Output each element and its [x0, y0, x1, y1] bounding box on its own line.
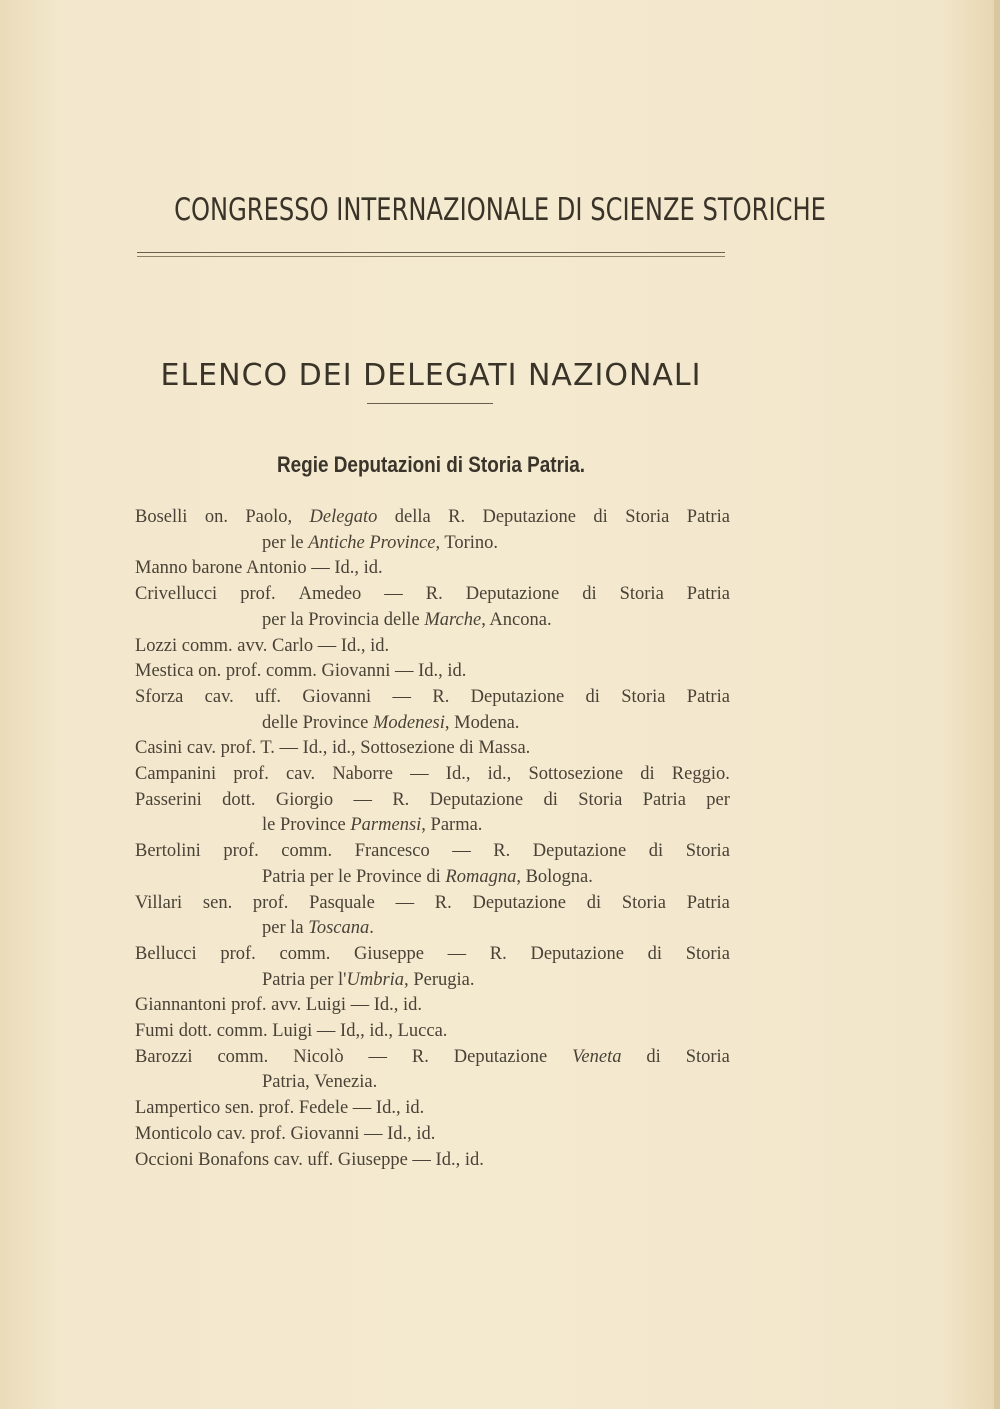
title-underline: [137, 252, 725, 253]
entry-continuation-line: [135, 916, 730, 942]
entry-word: Delegato: [309, 507, 378, 527]
entry-word: di: [640, 764, 655, 785]
entry-word: Deputazione: [530, 943, 624, 964]
entry-word: Giuseppe: [354, 943, 424, 964]
entry-text: Lampertico sen. prof. Fedele — Id., id.: [135, 1098, 425, 1119]
entry-continuation-line: [135, 813, 730, 839]
entry-line: [135, 762, 730, 788]
entry-text: per la Provincia delle: [262, 609, 425, 630]
entry-word: —: [392, 686, 412, 707]
entry-word: Boselli: [135, 507, 188, 527]
entry-line: [135, 942, 730, 968]
entry-word: prof.: [233, 764, 269, 785]
entry-word: Deputazione: [429, 789, 524, 810]
delegate-entry: [135, 839, 730, 890]
delegate-entry: [135, 1122, 730, 1148]
entry-word: Storia: [621, 686, 666, 707]
delegate-entry: [135, 1019, 730, 1045]
entry-line: [135, 839, 730, 865]
entry-word: R.: [493, 841, 511, 862]
entry-word: di: [646, 1046, 661, 1067]
entry-word: comm.: [279, 943, 331, 964]
entry-text: Manno barone Antonio — Id., id.: [135, 558, 383, 579]
entry-italic-text: Parmensi: [350, 815, 422, 836]
entry-word: R.: [411, 1046, 429, 1067]
section-heading: Regie Deputazioni di Storia Patria.: [276, 452, 586, 477]
entry-italic-text: Romagna: [445, 866, 517, 887]
delegate-entry: [135, 736, 730, 762]
entry-word: R.: [489, 943, 507, 964]
entry-continuation-line: [135, 1070, 730, 1096]
entry-text: Patria per l': [262, 969, 347, 990]
entry-line: [135, 1045, 730, 1071]
delegate-entry: [135, 505, 730, 556]
entry-word: Campanini: [135, 764, 217, 785]
entry-text: Monticolo cav. prof. Giovanni — Id., id.: [135, 1123, 436, 1144]
entry-word: Sottosezione: [528, 764, 624, 785]
entry-word: comm.: [217, 1046, 269, 1067]
entry-line: [135, 1148, 730, 1174]
entry-word: Barozzi: [135, 1046, 193, 1067]
entry-word: R.: [448, 507, 466, 527]
entry-word: Deputazione: [482, 507, 576, 527]
entry-text: Occioni Bonafons cav. uff. Giuseppe — Id., id.: [135, 1149, 484, 1170]
entry-italic-text: Antiche Province: [308, 532, 436, 553]
delegate-entry: [135, 942, 730, 993]
entry-word: prof.: [240, 584, 276, 605]
entry-word: Storia: [619, 584, 664, 605]
entry-text: , Ancona.: [481, 609, 552, 630]
delegate-entry: [135, 788, 730, 839]
entry-word: Reggio.: [671, 764, 730, 785]
entry-word: —: [384, 584, 403, 605]
delegate-entry: [135, 659, 730, 685]
entry-word: R.: [392, 789, 410, 810]
entry-word: Paolo,: [245, 507, 293, 527]
entry-word: dott.: [222, 789, 256, 810]
entry-word: Patria: [686, 507, 730, 527]
entry-italic-text: Modenesi: [372, 712, 445, 733]
entry-word: Bertolini: [135, 841, 201, 862]
entry-word: Deputazione: [470, 686, 565, 707]
entry-continuation-line: [135, 968, 730, 994]
page-edge: [994, 0, 1000, 1409]
entry-text: Fumi dott. comm. Luigi — Id,, id., Lucca.: [135, 1021, 448, 1042]
delegate-entry: [135, 1045, 730, 1096]
entry-word: di: [593, 507, 608, 527]
entry-word: —: [447, 943, 467, 964]
entry-line: [135, 993, 730, 1019]
entry-word: Id.,: [445, 764, 471, 785]
entry-word: Storia: [625, 507, 670, 527]
entry-line: [135, 1019, 730, 1045]
entry-line: [135, 582, 730, 608]
entry-word: Passerini: [135, 789, 202, 810]
entry-word: di: [647, 943, 663, 964]
entry-text: , Parma.: [421, 815, 483, 836]
entry-continuation-line: [135, 711, 730, 737]
entry-line: [135, 891, 730, 917]
entry-word: Deputazione: [532, 841, 627, 862]
entry-word: Patria: [686, 686, 730, 707]
entry-text: .: [369, 918, 374, 939]
delegate-entry: [135, 993, 730, 1019]
entry-word: Bellucci: [135, 943, 197, 964]
entry-word: di: [543, 789, 558, 810]
delegate-entry: [135, 1148, 730, 1174]
entry-word: di: [586, 892, 602, 913]
entry-word: Patria: [686, 584, 730, 605]
entry-word: di: [585, 686, 600, 707]
entry-italic-text: Toscana: [308, 918, 370, 939]
entry-word: Veneta: [572, 1046, 622, 1067]
entry-text: , Torino.: [435, 532, 499, 553]
entry-word: Naborre: [332, 764, 393, 785]
title-underline-double: [137, 256, 725, 257]
entry-word: per: [706, 789, 730, 810]
entry-continuation-line: [135, 531, 730, 557]
entry-word: Storia: [621, 892, 667, 913]
entry-word: Sforza: [135, 686, 184, 707]
entry-word: Storia: [685, 1046, 730, 1067]
document-title: CONGRESSO INTERNAZIONALE DI SCIENZE STORICHE: [174, 192, 826, 228]
delegate-entry: [135, 762, 730, 788]
entry-text: delle Province: [262, 712, 373, 733]
delegate-entry: [135, 634, 730, 660]
entry-text: Mestica on. prof. comm. Giovanni — Id., id.: [135, 661, 467, 682]
entry-text: Perugia.: [408, 969, 475, 990]
entry-text: Lozzi comm. avv. Carlo — Id., id.: [135, 635, 390, 656]
entry-line: [135, 556, 730, 582]
entry-italic-text: Umbria,: [346, 969, 409, 990]
entry-word: —: [452, 841, 471, 862]
entry-italic-text: Marche: [424, 609, 482, 630]
document-subtitle: ELENCO DEI DELEGATI NAZIONALI: [160, 358, 702, 393]
entry-word: Patria: [642, 789, 686, 810]
entry-word: Patria: [686, 892, 730, 913]
subtitle-divider: [367, 403, 493, 404]
entry-word: prof.: [223, 841, 259, 862]
entry-word: —: [410, 764, 429, 785]
delegate-entry: [135, 582, 730, 633]
delegate-list: [135, 505, 730, 1173]
entry-line: [135, 505, 730, 531]
entry-text: Casini cav. prof. T. — Id., id., Sottosezione di Massa.: [135, 738, 531, 759]
delegate-entry: [135, 1096, 730, 1122]
entry-line: [135, 1122, 730, 1148]
entry-word: Deputazione: [453, 1046, 548, 1067]
entry-word: Crivellucci: [135, 584, 218, 605]
entry-line: [135, 634, 730, 660]
entry-word: Giovanni: [302, 686, 372, 707]
entry-word: id.,: [487, 764, 512, 785]
entry-word: on.: [204, 507, 228, 527]
entry-line: [135, 736, 730, 762]
entry-line: [135, 659, 730, 685]
entry-word: —: [353, 789, 372, 810]
entry-word: Storia: [578, 789, 623, 810]
entry-line: [135, 685, 730, 711]
entry-continuation-line: [135, 865, 730, 891]
entry-word: Francesco: [354, 841, 430, 862]
entry-word: comm.: [281, 841, 333, 862]
entry-word: uff.: [255, 686, 281, 707]
entry-word: di: [648, 841, 664, 862]
entry-text: le Province: [262, 815, 351, 836]
entry-word: cav.: [204, 686, 234, 707]
entry-word: —: [368, 1046, 387, 1067]
entry-word: prof.: [252, 892, 289, 913]
entry-text: Patria, Venezia.: [262, 1072, 378, 1093]
entry-word: Storia: [685, 841, 730, 862]
entry-word: sen.: [202, 892, 233, 913]
entry-word: Nicolò: [293, 1046, 344, 1067]
entry-word: —: [395, 892, 415, 913]
entry-text: per le: [262, 532, 309, 553]
entry-word: Pasquale: [309, 892, 375, 913]
entry-word: Villari: [135, 892, 183, 913]
entry-word: della: [394, 507, 431, 527]
entry-word: cav.: [286, 764, 316, 785]
entry-word: R.: [432, 686, 450, 707]
entry-word: prof.: [220, 943, 256, 964]
entry-word: Giorgio: [275, 789, 334, 810]
delegate-entry: [135, 685, 730, 736]
entry-word: Deputazione: [465, 584, 560, 605]
entry-text: Giannantoni prof. avv. Luigi — Id., id.: [135, 995, 423, 1016]
entry-text: , Modena.: [444, 712, 520, 733]
entry-word: Amedeo: [298, 584, 362, 605]
entry-line: [135, 1096, 730, 1122]
entry-word: di: [582, 584, 597, 605]
delegate-entry: [135, 556, 730, 582]
entry-word: R.: [425, 584, 443, 605]
entry-word: R.: [434, 892, 452, 913]
entry-continuation-line: [135, 608, 730, 634]
entry-text: Patria per le Province di: [262, 866, 446, 887]
entry-line: [135, 788, 730, 814]
entry-word: Storia: [685, 943, 730, 964]
entry-text: per la: [262, 918, 309, 939]
delegate-entry: [135, 891, 730, 942]
entry-text: , Bologna.: [516, 866, 593, 887]
entry-word: Deputazione: [472, 892, 566, 913]
